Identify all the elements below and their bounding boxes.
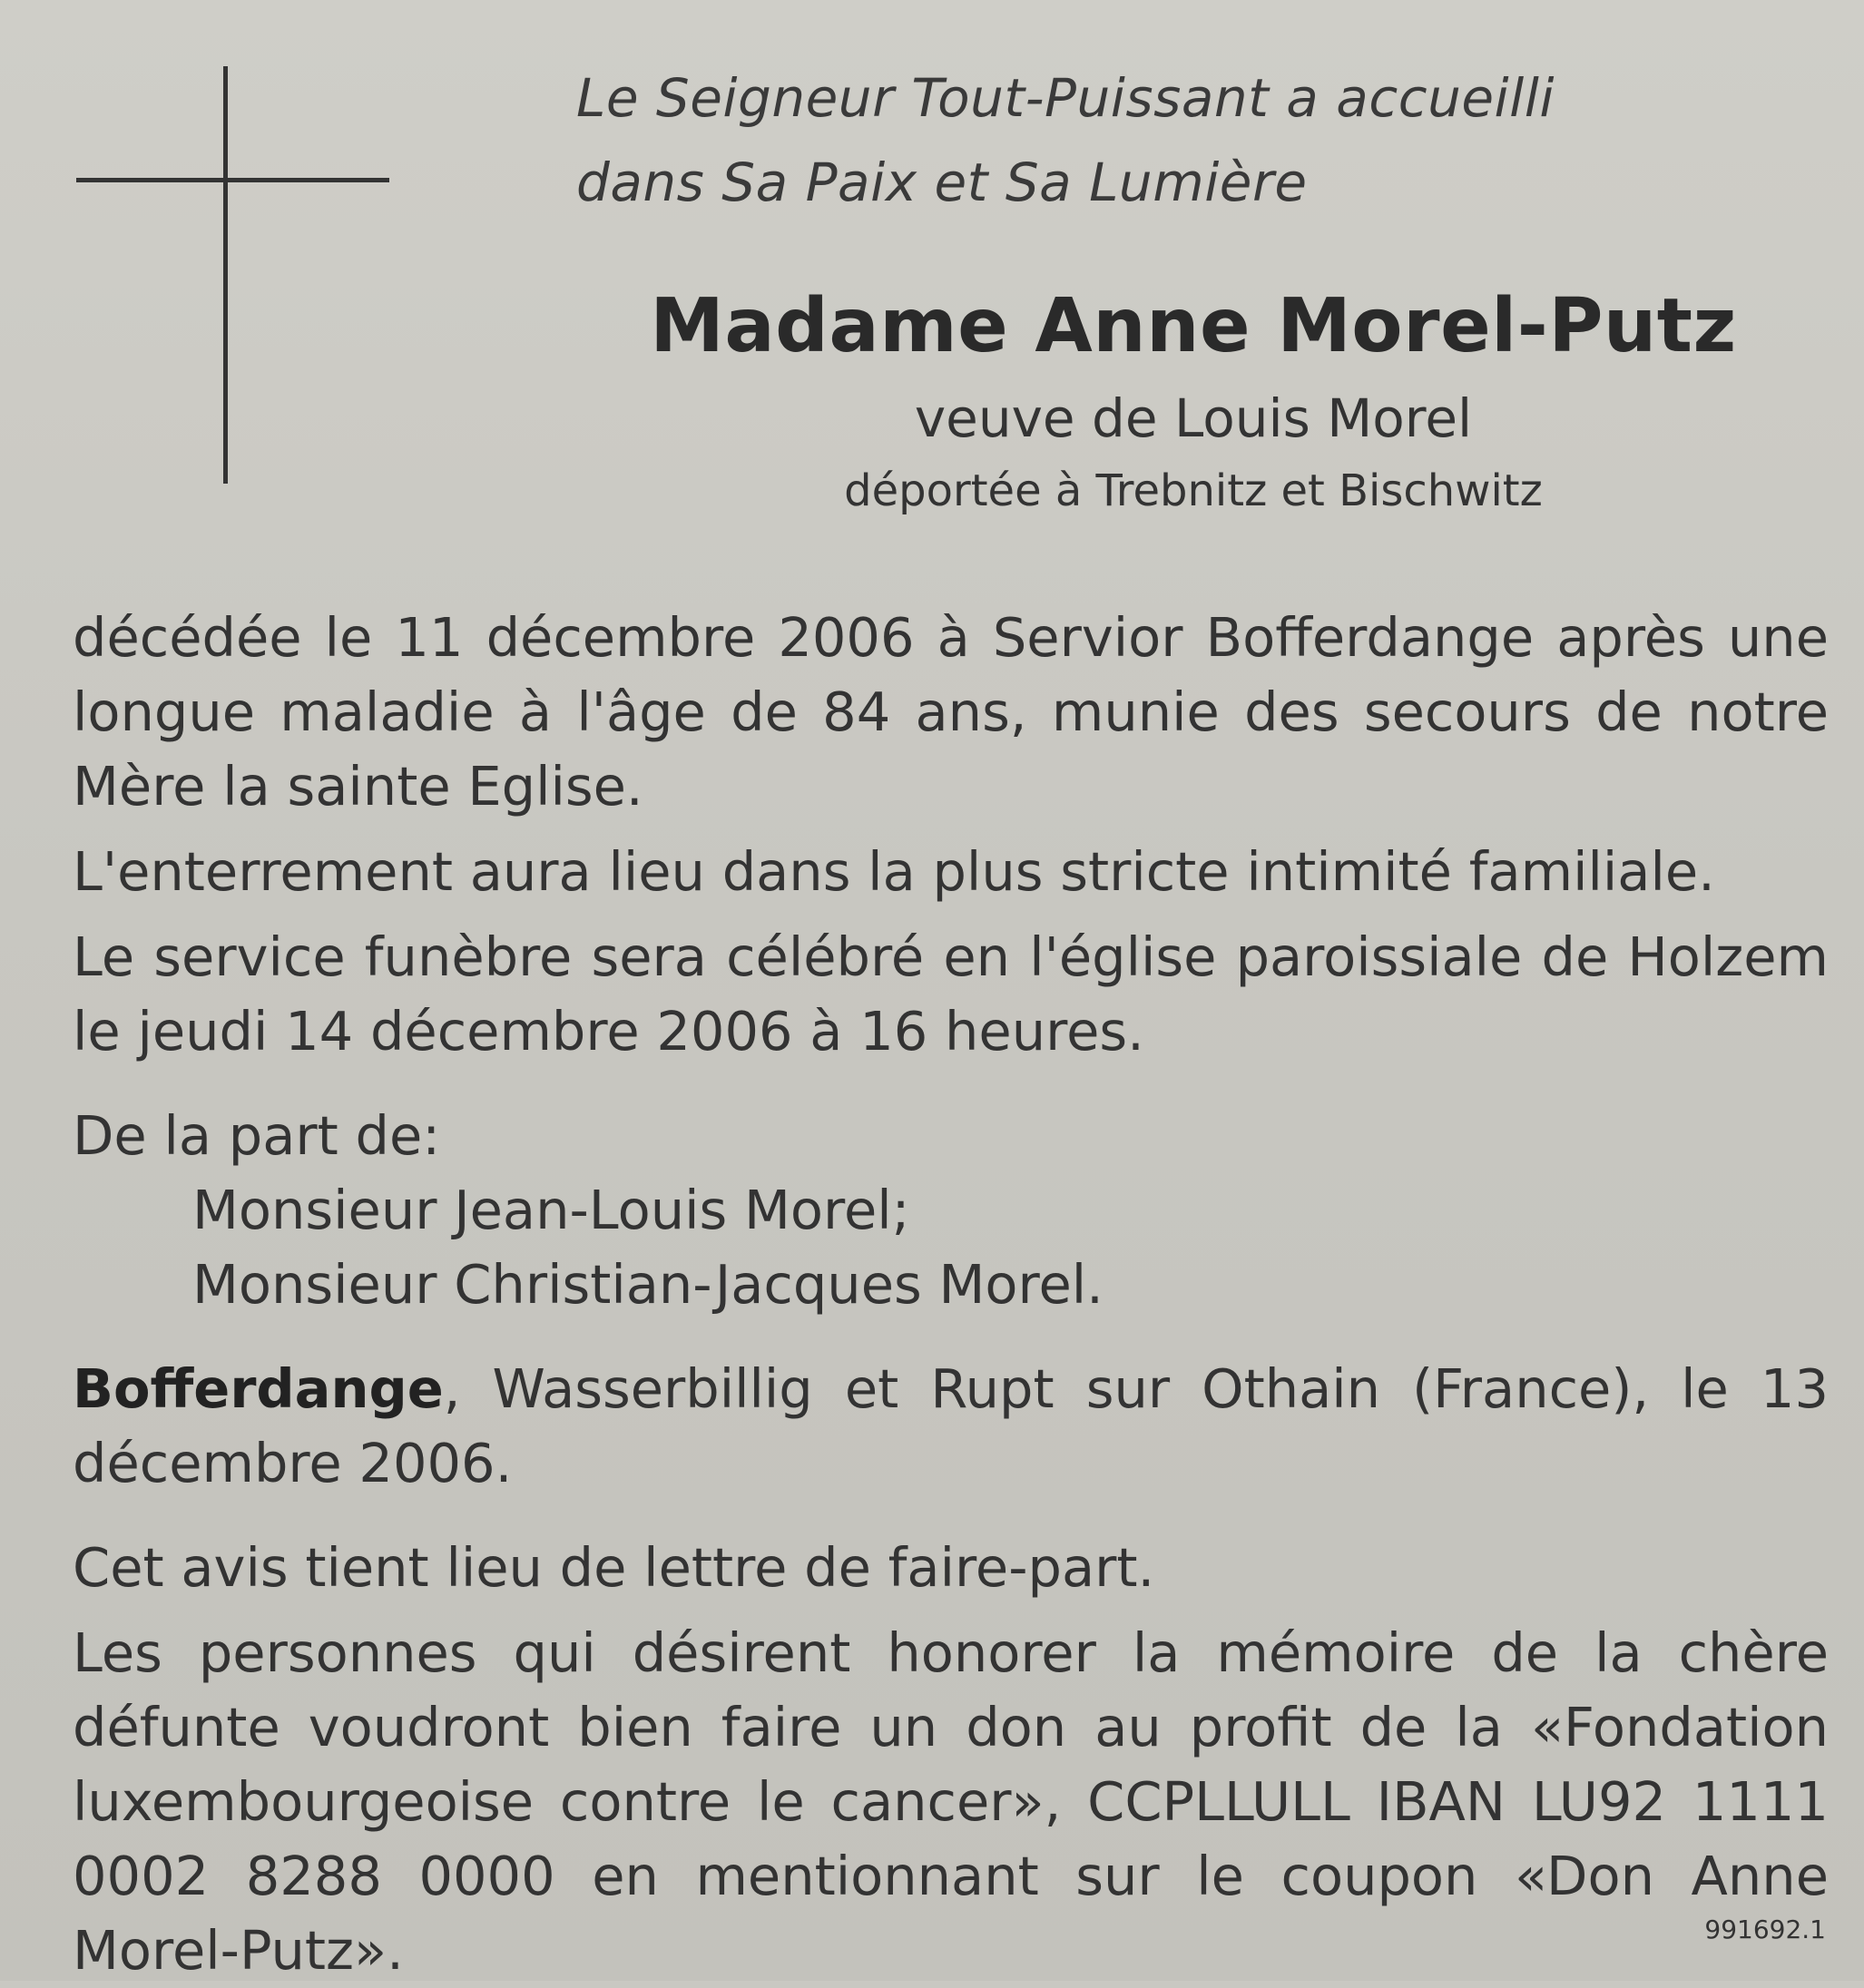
motto-line-1: Le Seigneur Tout-Puissant a accueilli (576, 67, 1555, 129)
motto-line-2: dans Sa Paix et Sa Lumière (576, 152, 1308, 213)
deported-note: déportée à Trebnitz et Bischwitz (844, 465, 1543, 516)
place-rest: , Wasserbillig et Rupt sur Othain (France), le 13 décembre 2006. (73, 1357, 1829, 1494)
reference-number: 991692.1 (1704, 1915, 1826, 1944)
place-date (73, 1352, 1829, 1501)
family-member: Monsieur Jean-Louis Morel; (192, 1179, 910, 1241)
death-notice: décédée le 11 décembre 2006 à Servior Bofferdange après une longue maladie à l'âge de 84 ans, munie des secours de notre Mère la sainte Eglise. (73, 606, 1829, 818)
cross-icon (76, 66, 389, 484)
from-label: De la part de: (73, 1104, 441, 1167)
deceased-heading (508, 277, 1864, 522)
notice-body (73, 601, 1829, 1988)
deceased-name: Madame Anne Morel-Putz (650, 283, 1737, 369)
donation-note: Les personnes qui désirent honorer la mémoire de la chère défunte voudront bien faire un don au profit de la «Fondation luxembourgeoise contre le cancer», CCPLLULL IBAN LU92 1111 0002 8288 0000 en mentionnant sur le coupon «Don Anne Morel-Putz». (73, 1621, 1829, 1982)
family-member: Monsieur Christian-Jacques Morel. (192, 1253, 1104, 1316)
funeral-service: Le service funèbre sera célébré en l'église paroissiale de Holzem le jeudi 14 décembre 2006 à 16 heures. (73, 925, 1829, 1063)
motto (576, 56, 1665, 225)
burial-note: L'enterrement aura lieu dans la plus stricte intimité familiale. (73, 840, 1715, 903)
place-bold: Bofferdange (73, 1357, 444, 1420)
notice-note: Cet avis tient lieu de lettre de faire-part. (73, 1536, 1155, 1599)
widow-of: veuve de Louis Morel (914, 387, 1473, 449)
